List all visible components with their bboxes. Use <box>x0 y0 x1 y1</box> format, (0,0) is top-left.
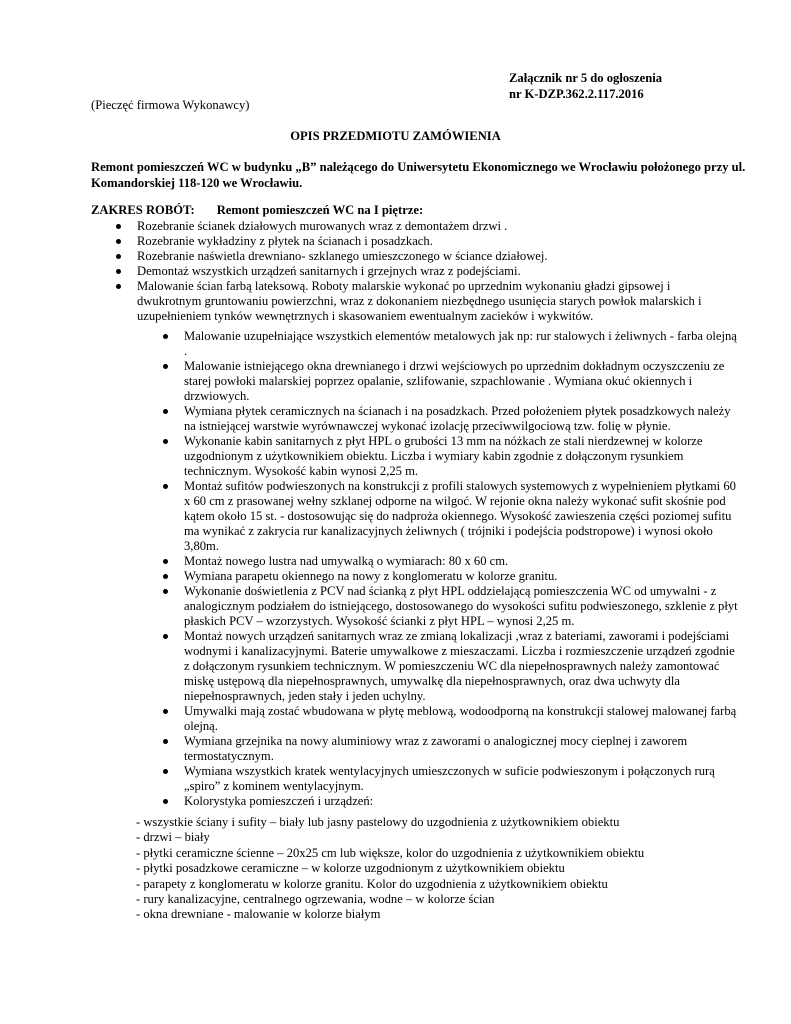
bullet-icon <box>116 239 121 244</box>
list-item: Rozebranie naświetla drewniano- szklanego umieszczonego w ściance działowej. <box>110 249 730 264</box>
bullet-icon <box>163 439 168 444</box>
list-item: Malowanie istniejącego okna drewnianego i drzwi wejściowych po uprzednim dokładnym oczyszczeniu ze starej powłoki malarskiej poprzez opalanie, szlifowanie, szpachlowanie . Wymiana okuć okiennych i drzwiowych. <box>157 359 740 404</box>
company-stamp-placeholder: (Pieczęć firmowa Wykonawcy) <box>91 98 250 112</box>
bullet-icon <box>116 269 121 274</box>
works-list <box>157 329 740 809</box>
list-item: - okna drewniane - malowanie w kolorze białym <box>136 907 381 922</box>
scope-label: ZAKRES ROBÓT: <box>91 203 195 217</box>
list-item: Wymiana wszystkich kratek wentylacyjnych umieszczonych w suficie podwieszonym i połączonych rurą „spiro” z kominem wentylacyjnym. <box>157 764 740 794</box>
list-item: Montaż sufitów podwieszonych na konstrukcji z profili stalowych systemowych z wypełnieniem płytkami 60 x 60 cm z prasowanej wełny szklanej odporne na wilgoć. W rejonie okna należy wykonać sufit skośnie pod kątem około 15 st. - dostosowując się do nadproża okiennego. Wysokość zawieszenia części poziomej sufitu ma wynikać z zakrycia rur kanalizacyjnych żeliwnych ( trójniki i podejścia podstropowe) i wynosi około 3,80m. <box>157 479 740 554</box>
bullet-icon <box>163 484 168 489</box>
list-item: Rozebranie wykładziny z płytek na ścianach i posadzkach. <box>110 234 730 249</box>
bullet-icon <box>116 224 121 229</box>
list-item: Rozebranie ścianek działowych murowanych wraz z demontażem drzwi . <box>110 219 730 234</box>
list-item: Demontaż wszystkich urządzeń sanitarnych i grzejnych wraz z podejściami. <box>110 264 730 279</box>
list-item: Malowanie uzupełniające wszystkich elementów metalowych jak np: rur stalowych i żeliwnych - farba olejną . <box>157 329 740 359</box>
list-item: Montaż nowego lustra nad umywalką o wymiarach: 80 x 60 cm. <box>157 554 740 569</box>
bullet-icon <box>163 364 168 369</box>
list-item: Wykonanie doświetlenia z PCV nad ścianką z płyt HPL oddzielającą pomieszczenia WC od umywalni - z analogicznym podziałem do istniejącego, dostosowanego do wysokości sufitu podwieszonego, szklenie z płyt płaskich PCV – wzorzystych. Wysokość ścianki z płyt HPL – wynosi 2,25 m. <box>157 584 740 629</box>
scope-value: Remont pomieszczeń WC na I piętrze: <box>216 203 424 217</box>
list-item: Montaż nowych urządzeń sanitarnych wraz ze zmianą lokalizacji ,wraz z bateriami, zaworami i podejściami wodnymi i kanalizacyjnymi. Baterie umywalkowe z mieszaczami. Liczba i rozmieszczenie urządzeń zgodnie z dołączonym rysunkiem technicznym. W pomieszczeniu WC dla niepełnosprawnych należy zamontować miskę ustępową dla niepełnosprawnych, umywalkę dla niepełnosprawnych, oraz dwa uchwyty dla niepełnosprawnych, jeden stały i jeden uchylny. <box>157 629 740 704</box>
list-item: - parapety z konglomeratu w kolorze granitu. Kolor do uzgodnienia z użytkownikiem obiektu <box>136 876 608 891</box>
color-scheme-list <box>136 815 736 923</box>
list-item: Wymiana parapetu okiennego na nowy z konglomeratu w kolorze granitu. <box>157 569 740 584</box>
list-item: Umywalki mają zostać wbudowana w płytę meblową, wodoodporną na konstrukcji stalowej malowanej farbą olejną. <box>157 704 740 734</box>
bullet-icon <box>116 254 121 259</box>
bullet-icon <box>163 709 168 714</box>
list-item: - płytki posadzkowe ceramiczne – w kolorze uzgodnionym z użytkownikiem obiektu <box>136 861 565 876</box>
bullet-icon <box>163 559 168 564</box>
list-item: Wymiana płytek ceramicznych na ścianach i na posadzkach. Przed położeniem płytek posadzkowych należy na istniejącej warstwie wyrównawczej wykonać izolację przeciwwilgociową tzw. folię w płynie. <box>157 404 740 434</box>
list-item: Wykonanie kabin sanitarnych z płyt HPL o grubości 13 mm na nóżkach ze stali nierdzewnej w kolorze uzgodnionym z użytkownikiem obiektu. Liczba i wymiary kabin zgodnie z dołączonym rysunkiem technicznym. Wysokość kabin wynosi 2,25 m. <box>157 434 740 479</box>
bullet-icon <box>163 334 168 339</box>
annex-reference <box>509 70 662 102</box>
demolition-list <box>110 219 730 324</box>
scope-heading <box>91 203 423 218</box>
bullet-icon <box>163 634 168 639</box>
list-item: - wszystkie ściany i sufity – biały lub jasny pastelowy do uzgodnienia z użytkownikiem obiektu <box>136 815 620 829</box>
document-title: OPIS PRZEDMIOTU ZAMÓWIENIA <box>290 129 501 143</box>
bullet-icon <box>163 739 168 744</box>
bullet-icon <box>116 284 121 289</box>
list-item: Kolorystyka pomieszczeń i urządzeń: <box>157 794 740 809</box>
order-subject: Remont pomieszczeń WC w budynku „B” należącego do Uniwersytetu Ekonomicznego we Wrocławiu położonego przy ul. Komandorskiej 118-120 we Wrocławiu. <box>91 160 746 190</box>
list-item: - drzwi – biały <box>136 830 210 845</box>
bullet-icon <box>163 769 168 774</box>
bullet-icon <box>163 409 168 414</box>
list-item: - rury kanalizacyjne, centralnego ogrzewania, wodne – w kolorze ścian <box>136 892 495 907</box>
annex-number: Załącznik nr 5 do ogłoszenia <box>509 71 663 85</box>
bullet-icon <box>163 799 168 804</box>
list-item: Malowanie ścian farbą lateksową. Roboty malarskie wykonać po uprzednim wykonaniu gładzi gipsowej i dwukrotnym gruntowaniu powierzchni, wraz z dokonaniem niezbędnego usunięcia starych powłok malarskich i uzupełnieniem tynków wewnętrznych i skasowaniem ewentualnym zacieków i wykwitów. <box>110 279 730 324</box>
list-item: Wymiana grzejnika na nowy aluminiowy wraz z zaworami o analogicznej mocy cieplnej i zaworem termostatycznym. <box>157 734 740 764</box>
bullet-icon <box>163 574 168 579</box>
bullet-icon <box>163 589 168 594</box>
case-number: nr K-DZP.362.2.117.2016 <box>509 87 644 101</box>
list-item: - płytki ceramiczne ścienne – 20x25 cm lub większe, kolor do uzgodnienia z użytkownikiem obiektu <box>136 845 645 860</box>
